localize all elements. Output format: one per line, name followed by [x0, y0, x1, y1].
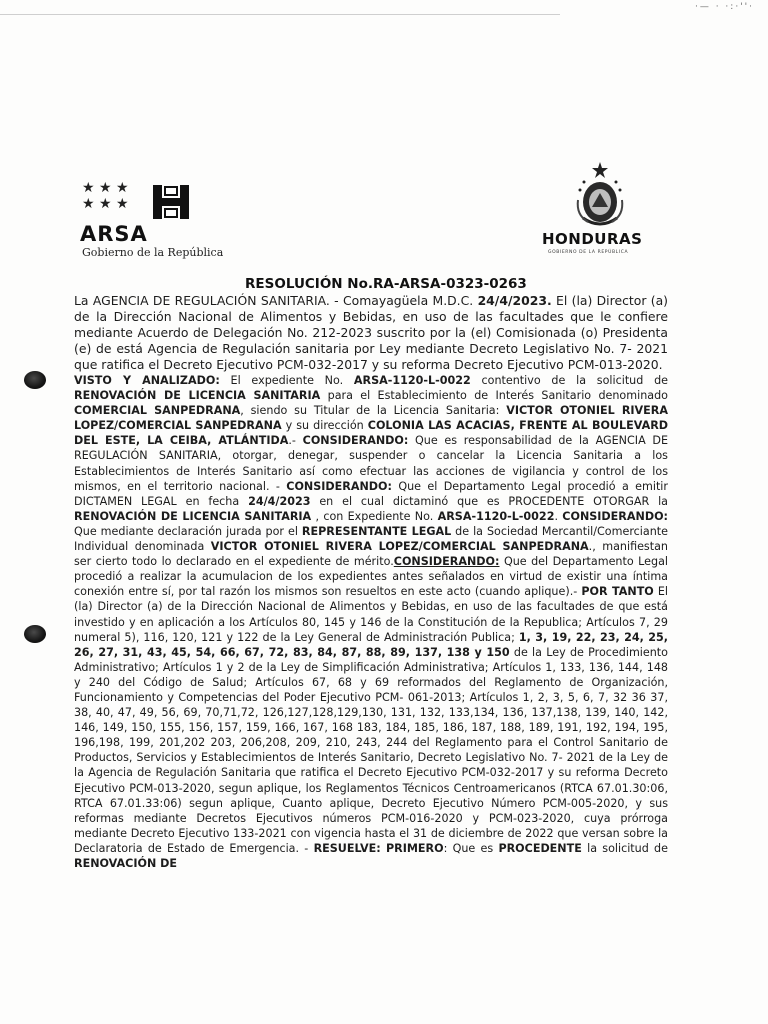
bold-text-segment: REPRESENTANTE LEGAL: [301, 524, 452, 538]
text-segment: de la Sociedad Mercantil/Comerciante Individual denominada: [74, 524, 668, 554]
bold-text-segment: 1, 3, 19, 22, 23, 24, 25, 26, 27, 31, 43, 45, 54, 66, 67, 72, 83, 84, 87, 88, 89, 137, 138 y 150: [74, 630, 668, 659]
text-segment: Que es responsabilidad de la AGENCIA DE REGULACIÓN SANITARIA, otorgar, denegar, suspender o cancelar la Licencia Sanitaria a los Establecimientos de Interés Sanitario así como efectuar las acciones de vigilancia y control de los mismos, en el territorio nacional. -: [74, 434, 668, 493]
scan-top-edge: [0, 14, 560, 15]
resolution-title: RESOLUCIÓN No.RA-ARSA-0323-0263: [245, 276, 527, 292]
text-segment: Que mediante declaración jurada por el: [74, 524, 302, 538]
bold-text-segment: COLONIA LAS ACACIAS, FRENTE AL BOULEVARD DEL ESTE, LA CEIBA, ATLÁNTIDA: [74, 419, 669, 448]
text-segment: en el cual dictaminó que es PROCEDENTE OTORGAR la: [310, 494, 668, 508]
text-segment: Que el Departamento Legal procedió a emitir DICTAMEN LEGAL en fecha: [74, 479, 668, 508]
text-segment: .-: [288, 434, 303, 448]
arsa-logo: [80, 180, 230, 260]
honduras-logo-subtitle: GOBIERNO DE LA REPÚBLICA: [548, 250, 629, 255]
bold-text-segment: RENOVACIÓN DE LICENCIA SANITARIA: [74, 389, 321, 403]
bold-text-segment: POR TANTO: [581, 585, 654, 599]
text-segment: .: [554, 509, 563, 523]
punch-hole: [24, 625, 46, 643]
text-segment: El expediente No.: [219, 374, 354, 387]
bold-text-segment: ARSA-1120-L-0022: [437, 509, 555, 523]
bold-text-segment: 24/4/2023.: [477, 293, 552, 308]
text-segment: la solicitud de: [581, 841, 668, 855]
text-segment: El (la) Director (a) de la Dirección Nacional de Alimentos y Bebidas, en uso de las facultades de que está investido y en aplicación a los Artículos 80, 145 y 146 de la Constitución de la Republica; Artículos 7, 29 numeral 5), 116, 120, 121 y 122 de la Ley General de Administración Publica;: [74, 585, 668, 644]
bold-text-segment: CONSIDERANDO:: [562, 509, 668, 523]
bold-text-segment: COMERCIAL SANPEDRANA: [74, 404, 241, 418]
bold-text-segment: CONSIDERANDO:: [302, 434, 409, 448]
text-segment: Que del Departamento Legal procedió a realizar la acumulacion de los expedientes antes señalados en virtud de existir una íntima conexión entre sí, por tal razón los mismos son resueltos en este acto (cuando aplique).-: [74, 555, 668, 599]
bold-text-segment: 24/4/2023: [248, 494, 311, 508]
bold-text-segment: RESUELVE:: [313, 841, 381, 855]
punch-hole: [24, 371, 46, 389]
bold-text-segment: RENOVACIÓN DE: [74, 857, 178, 870]
bold-text-segment: VISTO Y ANALIZADO:: [74, 374, 220, 387]
stars-icon: ★ ★ ★ ★ ★ ★: [82, 180, 129, 212]
bold-text-segment: VICTOR OTONIEL RIVERA LOPEZ/COMERCIAL SANPEDRANA: [210, 540, 589, 554]
text-segment: contentivo de la solicitud de: [470, 374, 668, 387]
resolution-body: [74, 293, 668, 871]
text-segment: de la Ley de Procedimiento Administrativo; Artículos 1 y 2 de la Ley de Simplificación Administrativa; Artículos 1, 133, 136, 144, 148 y 240 del Código de Salud; Artículos 67, 68 y 69 reformados del Reglamento de Organización, Funcionamiento y Competencias del Poder Ejecutivo PCM- 061-2013; Artículos 1, 2, 3, 5, 6, 7, 32 36 37, 38, 40, 47, 49, 56, 69, 70,71,72, 126,127,128,129,130, 131, 132, 133,134, 136, 137,138, 139, 140, 142, 146, 149, 150, 155, 156, 157, 159, 166, 167, 168 183, 184, 185, 186, 187, 188, 189, 191, 192, 194, 195, 196,198, 199, 201,202 203, 206,208, 209, 210, 243, 244 del Reglamento para el Control Sanitario de Productos, Servicios y Establecimientos de Interés Sanitario, Decreto Legislativo No. 7- 2021 de la Ley de la Agencia de Regulación Sanitaria que ratifica el Decreto Ejecutivo PCM-032-2017 y su reforma Decreto Ejecutivo PCM-013-2020, segun aplique, los Reglamentos Técnicos Centroamericanos (RTCA 67.01.30:06, RTCA 67.01.33:06) segun aplique, Cuanto aplique, Decreto Ejecutivo Número PCM-005-2020, y sus reformas mediante Decretos Ejecutivos números PCM-016-2020 y PCM-023-2020, cuya prórroga mediante Decreto Ejecutivo 133-2021 con vigencia hasta el 31 de diciembre de 2022 que versan sobre la Declaratoria de Estado de Emergencia. -: [74, 645, 668, 855]
bold-text-segment: CONSIDERANDO:: [393, 555, 500, 569]
bold-text-segment: CONSIDERANDO:: [286, 479, 392, 493]
bold-text-segment: RENOVACIÓN DE LICENCIA SANITARIA: [74, 509, 312, 523]
corner-scan-mark: ·— · ·:·''·: [694, 2, 754, 12]
arsa-logo-text: ARSA: [80, 222, 148, 246]
text-segment: para el Establecimiento de Interés Sanitario denominado: [320, 389, 668, 403]
bold-text-segment: VICTOR OTONIEL RIVERA LOPEZ/COMERCIAL SANPEDRANA: [74, 404, 668, 433]
honduras-logo-text: HONDURAS: [542, 230, 643, 248]
text-segment: , con Expediente No.: [311, 509, 438, 523]
text-segment: y su dirección: [281, 419, 368, 433]
text-segment: La AGENCIA DE REGULACIÓN SANITARIA. - Comayagüela M.D.C.: [74, 293, 478, 308]
arsa-logo-subtitle: Gobierno de la República: [82, 246, 224, 259]
body-lead: [74, 293, 668, 373]
bold-text-segment: PRIMERO: [385, 841, 444, 855]
arsa-h-emblem-icon: [152, 184, 190, 220]
text-segment: ., manifiestan ser cierto todo lo declarado en el expediente de mérito.: [74, 540, 668, 569]
honduras-logo: [540, 160, 658, 260]
text-segment: : Que es: [443, 841, 499, 855]
honduras-coat-of-arms-icon: [570, 160, 630, 230]
bold-text-segment: ARSA-1120-L-0022: [353, 374, 471, 387]
bold-text-segment: PROCEDENTE: [498, 841, 582, 855]
text-segment: El (la) Director (a) de la Dirección Nacional de Alimentos y Bebidas, en uso de las facultades que le confiere mediante Acuerdo de Delegación No. 212-2023 suscrito por la (el) Comisionada (o) Presidenta (e) de está Agencia de Regulación sanitaria por Ley mediante Decreto Legislativo No. 7- 2021 que ratifica el Decreto Ejecutivo PCM-032-2017 y su reforma Decreto Ejecutivo PCM-013-2020.: [74, 293, 669, 372]
body-rest: [74, 373, 668, 871]
text-segment: , siendo su Titular de la Licencia Sanitaria:: [240, 404, 507, 418]
